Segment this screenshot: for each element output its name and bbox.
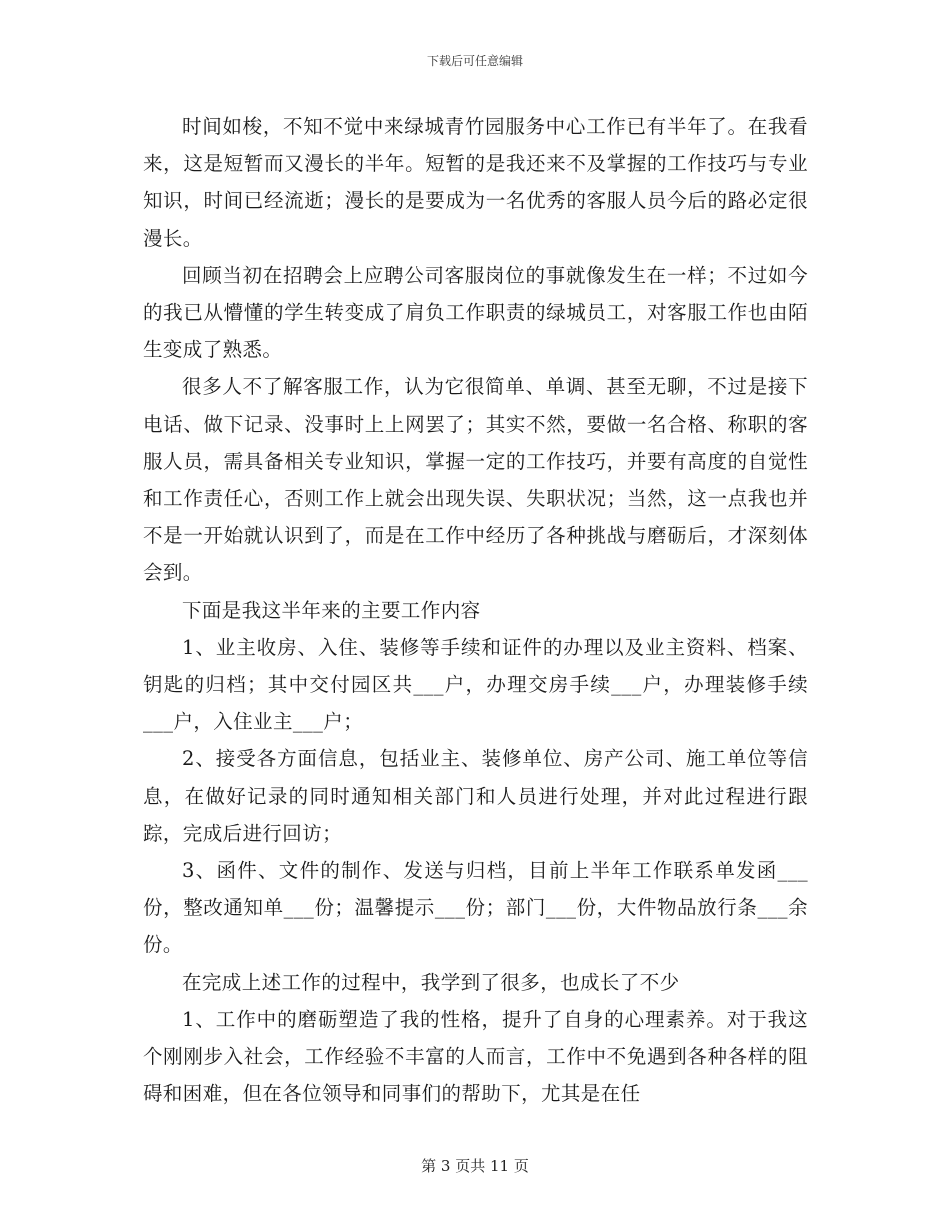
paragraph-growth-heading: 在完成上述工作的过程中，我学到了很多，也成长了不少 bbox=[182, 970, 680, 994]
paragraph-customer-service: 很多人不了解客服工作，认为它很简单、单调、甚至无聊，不过是接下电话、做下记录、没事时上上网罢了；其实不然，要做一名合格、称职的客服人员，需具备相关专业知识，掌握一定的工作技巧，并要有高度的自觉性和工作责任心，否则工作上就会出现失误、失职状况；当然，这一点我也并不是一开始就认识到了，而是在工作中经历了各种挑战与磨砺后，才深刻体会到。 bbox=[143, 375, 808, 585]
paragraph-work-item-1: 1、业主收房、入住、装修等手续和证件的办理以及业主资料、档案、钥匙的归档；其中交付园区共___户，办理交房手续___户，办理装修手续___户，入住业主___户； bbox=[143, 635, 808, 734]
paragraph-work-item-3: 3、函件、文件的制作、发送与归档，目前上半年工作联系单发函___份，整改通知单___份；温馨提示___份；部门___份，大件物品放行条___余份。 bbox=[143, 859, 808, 957]
paragraph-work-heading: 下面是我这半年来的主要工作内容 bbox=[182, 598, 481, 622]
page-number: 第 3 页共 11 页 bbox=[421, 1157, 529, 1175]
paragraph-growth-item-1: 1、工作中的磨砺塑造了我的性格，提升了自身的心理素养。对于我这个刚刚步入社会，工作经验不丰富的人而言，工作中不免遇到各种各样的阻碍和困难，但在各位领导和同事们的帮助下，尤其是在任 bbox=[143, 1007, 808, 1106]
paragraph-review: 回顾当初在招聘会上应聘公司客服岗位的事就像发生在一样；不过如今的我已从懵懂的学生转变成了肩负工作职责的绿城员工，对客服工作也由陌生变成了熟悉。 bbox=[143, 263, 808, 362]
paragraph-intro: 时间如梭，不知不觉中来绿城青竹园服务中心工作已有半年了。在我看来，这是短暂而又漫长的半年。短暂的是我还来不及掌握的工作技巧与专业知识，时间已经流逝；漫长的是要成为一名优秀的客服人员今后的路必定很漫长。 bbox=[143, 115, 808, 250]
document-body bbox=[143, 108, 808, 1112]
paragraph-work-item-2: 2、接受各方面信息，包括业主、装修单位、房产公司、施工单位等信息，在做好记录的同时通知相关部门和人员进行处理，并对此过程进行跟踪，完成后进行回访； bbox=[143, 747, 808, 845]
page-header: 下载后可任意编辑 bbox=[426, 54, 523, 68]
